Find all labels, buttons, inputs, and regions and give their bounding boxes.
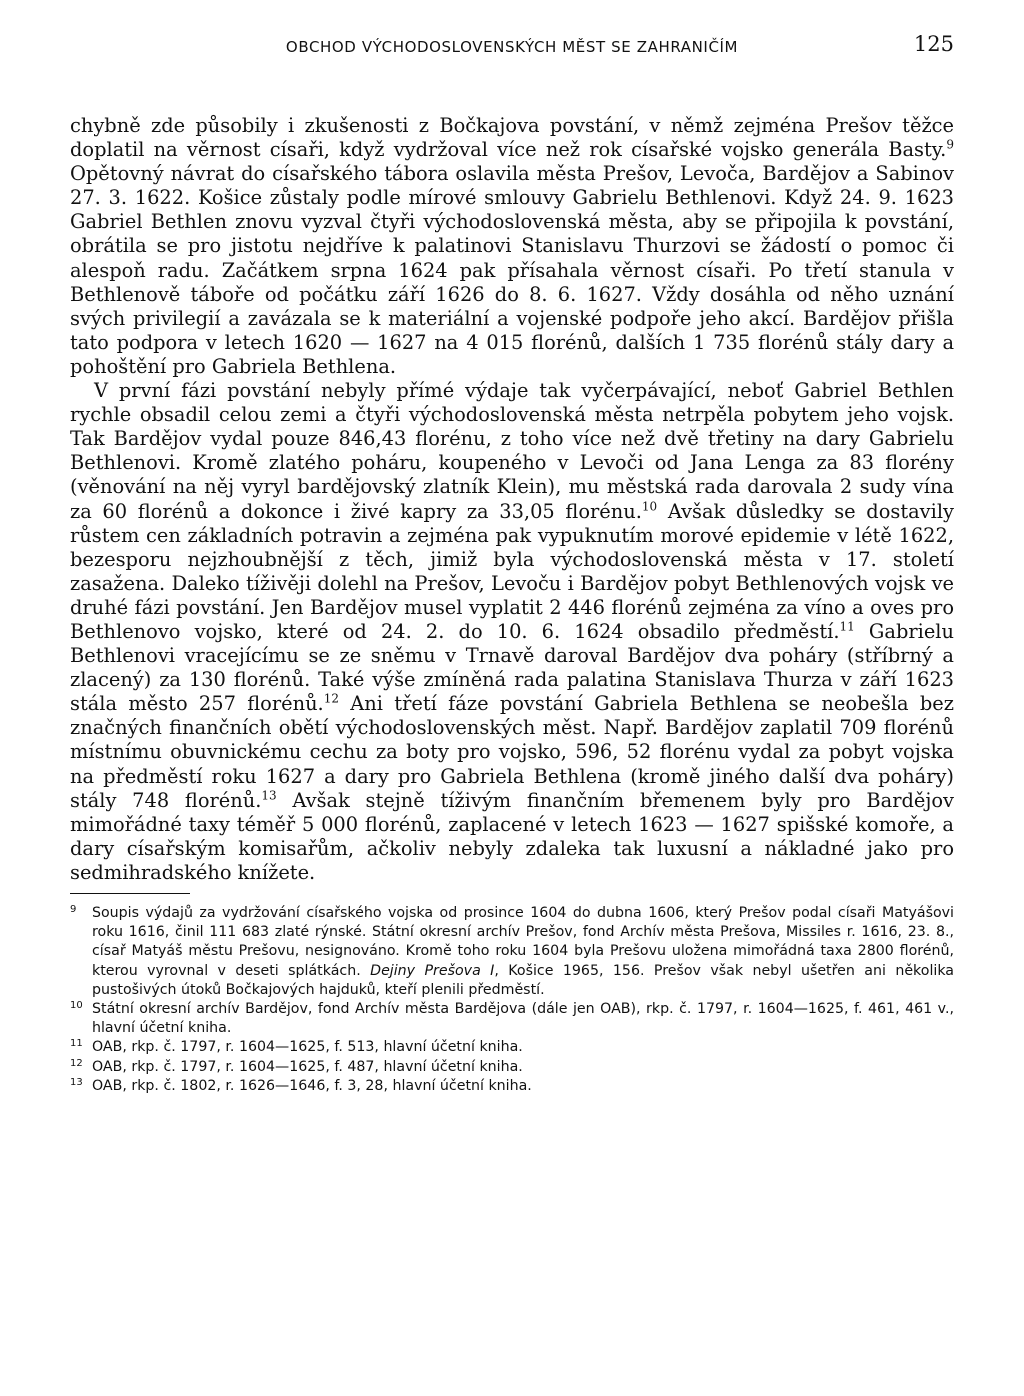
footnote-text-part: Soupis výdajů za vydržování císařského vojska od prosince 1604 do dubna 1606, který Prešov podal císaři Matyášovi roku 1616, činil 111 683 zlaté rýnské. Státní okresní archív Prešov, fond Archív města Prešova, Missiles r. 1616, 23. 8., císař Matyáš městu Prešovu, nesignováno. Kromě toho roku 1604 byla Prešovu uložena mimořádná taxa 2800 florénů, kterou vyrovnal v deseti splátkách. bbox=[92, 905, 954, 979]
running-title: OBCHOD VÝCHODOSLOVENSKÝCH MĚST SE ZAHRANIČÍM bbox=[285, 38, 739, 56]
footnote-ref-13[interactable]: 13 bbox=[261, 788, 277, 803]
footnote-number: 10 bbox=[70, 1000, 83, 1012]
paragraph-text: Avšak stejně tíživým finančním břemenem byly pro Bardějov mimořádné taxy téměř 5 000 florénů, zaplacené v letech 1623 — 1627 spišské komoře, a dary císařským komisařům, ačkoliv nebyly zdaleka tak luxusní a nákladné jako pro sedmihradského knížete. bbox=[70, 788, 954, 884]
footnote-text: OAB, rkp. č. 1797, r. 1604—1625, f. 487, hlavní účetní kniha. bbox=[92, 1058, 523, 1075]
book-page bbox=[70, 30, 954, 1370]
cited-title: Dejiny Prešova I bbox=[370, 962, 495, 979]
paragraph-text: chybně zde působily i zkušenosti z Bočkajova povstání, v němž zejména Prešov těžce doplatil na věrnost císaři, když vydržoval více než rok císařské vojsko generála Basty. bbox=[70, 114, 954, 162]
footnote-ref-10[interactable]: 10 bbox=[641, 499, 658, 514]
running-header bbox=[70, 30, 954, 66]
paragraph-text: Opětovný návrat do císařského tábora oslavila města Prešov, Levoča, Bardějov a Sabinov 27. 3. 1622. Košice zůstaly podle mírové smlouvy Gabrielu Bethlenovi. Když 24. 9. 1623 Gabriel Bethlen znovu vyzval čtyři východoslovenská města, aby se připojila k povstání, obrátila se pro jistotu nejdříve k palatinovi Stanislavu Thurzovi se žádostí o pomoc či alespoň radu. Začátkem srpna 1624 pak přísahala věrnost císaři. Po třetí stanula v Bethlenově táboře od počátku září 1626 do 8. 6. 1627. Vždy dosáhla od něho uznání svých privilegií a zavázala se k materiální a vojenské podpoře jeho akcí. Bardějov přišla tato podpora v letech 1620 — 1627 na 4 015 florénů, dalších 1 735 florénů stály dary a pohoštění pro Gabriela Bethlena. bbox=[70, 162, 954, 378]
footnote-text: OAB, rkp. č. 1797, r. 1604—1625, f. 513, hlavní účetní kniha. bbox=[92, 1039, 523, 1056]
main-text bbox=[70, 114, 954, 885]
footnote-text: Státní okresní archív Bardějov, fond Archív města Bardějova (dále jen OAB), rkp. č. 1797, r. 1604—1625, f. 461, 461 v., hlavní účetní kniha. bbox=[92, 1001, 954, 1037]
footnote-number: 9 bbox=[70, 904, 77, 915]
page-number: 125 bbox=[913, 32, 954, 56]
footnote-text: OAB, rkp. č. 1802, r. 1626—1646, f. 3, 28, hlavní účetní kniha. bbox=[92, 1077, 532, 1094]
footnote-number: 11 bbox=[70, 1038, 83, 1050]
footnote-11 bbox=[70, 1038, 954, 1057]
footnote-12 bbox=[70, 1058, 954, 1077]
paragraph-2 bbox=[70, 379, 954, 885]
footnote-text bbox=[92, 904, 954, 1000]
footnote-10 bbox=[70, 1000, 954, 1038]
footnote-number: 12 bbox=[70, 1057, 83, 1069]
footnote-ref-9[interactable]: 9 bbox=[946, 137, 954, 152]
footnote-number: 13 bbox=[70, 1076, 83, 1088]
paragraph-text: Gabrielu Bethlenovi vracejícímu se ze sněmu v Trnavě daroval Bardějov dva poháry (stříbrný a zlacený) za 130 florénů. Také výše zmíněná rada palatina Stanislava Thurza v září 1623 stála město 257 florénů. bbox=[70, 619, 954, 716]
paragraph-1 bbox=[70, 114, 954, 379]
footnote-ref-12[interactable]: 12 bbox=[323, 691, 340, 706]
footnotes bbox=[70, 904, 954, 1096]
footnote-text-part: , Košice 1965, 156. Prešov však nebyl ušetřen ani několika pustošivých útoků Bočkajových hajduků, kteří plenili předměstí. bbox=[92, 962, 954, 998]
footnote-13 bbox=[70, 1077, 954, 1096]
paragraph-text: V první fázi povstání nebyly přímé výdaje tak vyčerpávající, neboť Gabriel Bethlen rychle obsadil celou zemi a čtyři východoslovenská města netrpěla pobytem jeho vojsk. Tak Bardějov vydal pouze 846,43 florénu, z toho více než dvě třetiny na dary Gabrielu Bethlenovi. Kromě zlatého poháru, koupeného v Levoči od Jana Lenga za 83 florény (věnování na něj vyryl bardějovský zlatník Klein), mu městská rada darovala 2 sudy vína za 60 florénů a dokonce i živé kapry za 33,05 florénu. bbox=[70, 379, 954, 523]
footnote-divider bbox=[70, 893, 190, 894]
footnote-9 bbox=[70, 904, 954, 1000]
footnote-ref-11[interactable]: 11 bbox=[839, 619, 855, 634]
paragraph-text: Ani třetí fáze povstání Gabriela Bethlena se neobešla bez značných finančních obětí východoslovenských měst. Např. Bardějov zaplatil 709 florénů místnímu obuvnickému cechu za boty pro vojsko, 596, 52 florénu vydal za pobyt vojska na předměstí roku 1627 a dary pro Gabriela Bethlena (kromě jiného další dva poháry) stály 748 florénů. bbox=[70, 692, 954, 812]
paragraph-text: Avšak důsledky se dostavily růstem cen základních potravin a zejména pak vypuknutím morové epidemie v létě 1622, bezesporu nejzhoubnější z těch, jimiž byla východoslovenská města v 17. století zasažena. Daleko tíživěji dolehl na Prešov, Levoču i Bardějov pobyt Bethlenových vojsk ve druhé fázi povstání. Jen Bardějov musel vyplatit 2 446 florénů zejména za víno a oves pro Bethlenovo vojsko, které od 24. 2. do 10. 6. 1624 obsadilo předměstí. bbox=[70, 499, 954, 643]
